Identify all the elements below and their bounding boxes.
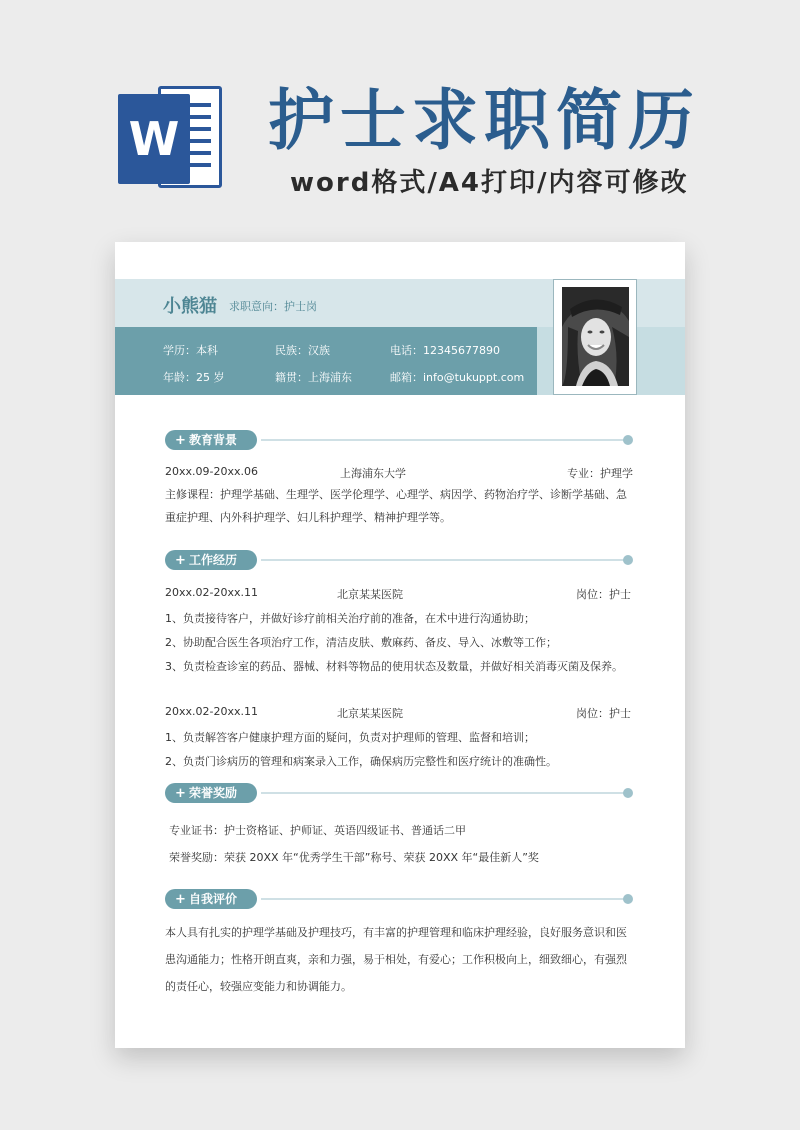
section-dot-icon [623, 788, 633, 798]
profile-photo [562, 287, 629, 386]
section-work-title: + 工作经历 [165, 550, 257, 570]
job-intent: 求职意向：护士岗 [229, 300, 317, 313]
info-hometown: 籍贯：上海浦东 [275, 371, 352, 384]
word-icon [118, 86, 226, 190]
word-badge: W [118, 94, 190, 184]
plus-icon: + [175, 786, 186, 801]
job-date: 20xx.02-20xx.11 [165, 705, 258, 718]
section-self-title: + 自我评价 [165, 889, 257, 909]
section-honors-title: + 荣誉奖励 [165, 783, 257, 803]
info-ethnicity: 民族：汉族 [275, 344, 330, 357]
plus-icon: + [175, 553, 186, 568]
resume-paper [115, 242, 685, 1048]
section-work-header [165, 550, 633, 570]
plus-icon: + [175, 892, 186, 907]
honors-certificates: 专业证书：护士资格证、护师证、英语四级证书、普通话二甲 [169, 824, 466, 837]
section-divider [261, 898, 627, 900]
candidate-name: 小熊猫 [163, 296, 217, 317]
education-date: 20xx.09-20xx.06 [165, 465, 258, 478]
education-courses: 主修课程：护理学基础、生理学、医学伦理学、心理学、病因学、药物治疗学、诊断学基础、急重症护理、内外科护理学、妇儿科护理学、精神护理学等。 [165, 488, 627, 524]
section-divider [261, 792, 627, 794]
info-age: 年龄：25 岁 [163, 371, 225, 384]
section-education-header [165, 430, 633, 450]
section-education-title: + 教育背景 [165, 430, 257, 450]
job-duty: 3、负责检查诊室的药品、器械、材料等物品的使用状态及数量，并做好相关消毒灭菌及保养。 [165, 660, 623, 673]
section-dot-icon [623, 435, 633, 445]
section-divider [261, 439, 627, 441]
sub-title: word格式/A4打印/内容可修改 [290, 168, 689, 198]
job-date: 20xx.02-20xx.11 [165, 586, 258, 599]
honors-awards: 荣誉奖励：荣获 20XX 年“优秀学生干部”称号、荣获 20XX 年“最佳新人”奖 [169, 851, 539, 864]
job-position: 岗位：护士 [576, 707, 631, 720]
job-duty: 1、负责接待客户，并做好诊疗前相关治疗前的准备，在术中进行沟通协助； [165, 612, 535, 625]
job-duty: 2、负责门诊病历的管理和病案录入工作，确保病历完整性和医疗统计的准确性。 [165, 755, 557, 768]
section-dot-icon [623, 555, 633, 565]
plus-icon: + [175, 433, 186, 448]
self-evaluation-text: 本人具有扎实的护理学基础及护理技巧，有丰富的护理管理和临床护理经验，良好服务意识和医患沟通能力；性格开朗直爽，亲和力强，易于相处，有爱心；工作积极向上，细致细心，有强烈的责任心，较强应变能力和协调能力。 [165, 926, 627, 993]
main-title: 护士求职简历 [268, 82, 700, 159]
section-divider [261, 559, 627, 561]
section-dot-icon [623, 894, 633, 904]
job-org: 北京某某医院 [337, 707, 403, 720]
info-phone: 电话：12345677890 [390, 344, 500, 357]
profile-photo-frame [553, 279, 637, 395]
section-honors-header [165, 783, 633, 803]
job-org: 北京某某医院 [337, 588, 403, 601]
section-self-header [165, 889, 633, 909]
education-school: 上海浦东大学 [340, 467, 406, 480]
info-email: 邮箱：info@tukuppt.com [390, 371, 525, 384]
education-major: 专业：护理学 [567, 467, 633, 480]
info-education-level: 学历：本科 [163, 344, 218, 357]
job-position: 岗位：护士 [576, 588, 631, 601]
job-duty: 2、协助配合医生各项治疗工作，清洁皮肤、敷麻药、备皮、导入、冰敷等工作； [165, 636, 557, 649]
job-duty: 1、负责解答客户健康护理方面的疑问，负责对护理师的管理、监督和培训； [165, 731, 535, 744]
